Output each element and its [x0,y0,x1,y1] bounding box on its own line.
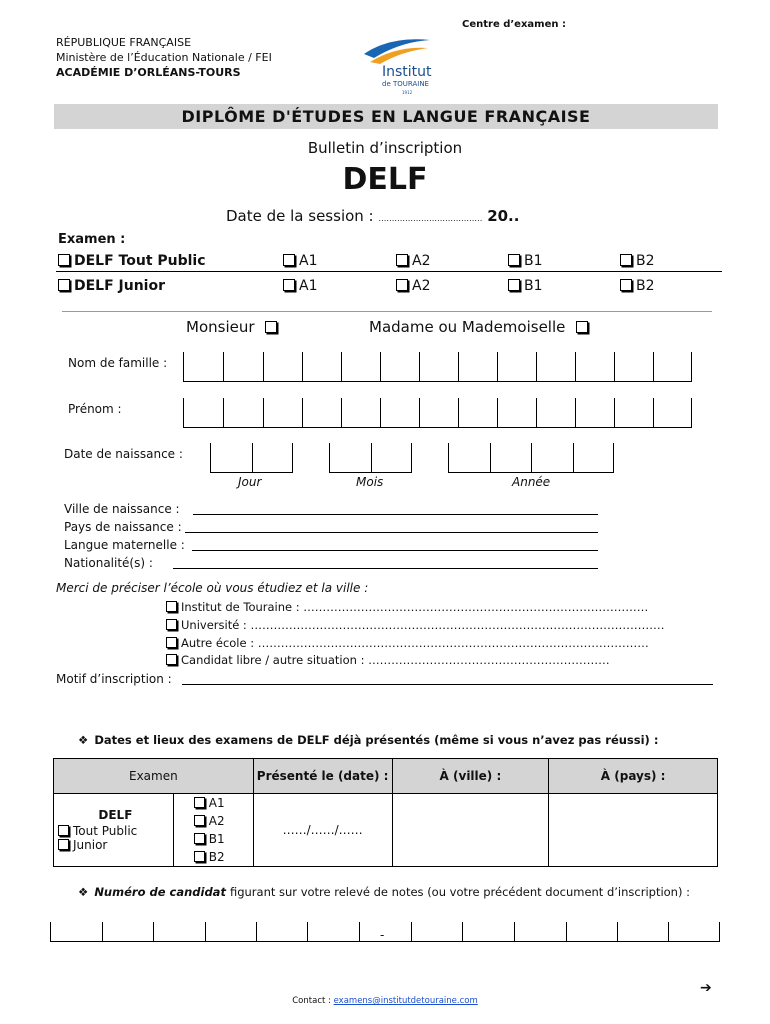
level-label: B2 [636,278,655,294]
exam-tout-public[interactable] [58,253,206,269]
school-option-libre[interactable] [166,653,610,667]
day-label: Jour [238,475,262,489]
subtitle: Bulletin d’inscription [307,139,463,157]
candidate-heading [78,884,716,901]
checkbox-icon[interactable] [58,279,70,291]
logo-text-touraine: de TOURAINE [382,80,429,88]
exam-label: Examen : [58,232,126,247]
republic-label: RÉPUBLIQUE FRANÇAISE [56,36,192,49]
institut-logo [360,34,440,96]
civility-mr[interactable] [186,318,281,336]
level-label: B2 [636,253,655,269]
checkbox-icon[interactable] [194,851,205,862]
exam-junior[interactable] [58,278,165,294]
school-prompt: Merci de préciser l’école où vous étudiez et la ville : [56,581,369,595]
level-label: A2 [412,278,431,294]
candidate-label-rest: figurant sur votre relevé de notes (ou votre précédent document d’inscription) : [229,885,690,899]
school-option-universite[interactable] [166,618,664,632]
birth-month-boxes[interactable] [329,443,412,473]
col-examen: Examen [54,759,254,794]
level-label: A2 [412,253,431,269]
motive-line[interactable] [182,684,713,685]
school-option-label: Candidat libre / autre situation : ……………………………………………………… [181,653,610,667]
pays-cell[interactable] [549,794,718,867]
page-title: DIPLÔME D'ÉTUDES EN LANGUE FRANÇAISE [181,107,591,126]
year-label: Année [512,475,551,489]
footer-contact [0,996,770,1006]
session-dots[interactable]: ………………………………… [378,214,483,223]
birth-year-boxes[interactable] [448,443,614,473]
col-date: Présenté le (date) : [253,759,392,794]
level-label: B1 [208,832,225,846]
level-label: A2 [208,814,225,828]
month-label: Mois [356,475,384,489]
birth-date-label: Date de naissance : [64,447,183,461]
delf-cell-title: DELF [98,808,133,822]
level-label: B1 [524,253,543,269]
checkbox-icon[interactable] [166,654,177,665]
checkbox-icon[interactable] [396,279,408,291]
prev-b2[interactable] [194,848,253,866]
col-ville: À (ville) : [392,759,549,794]
title-banner [54,104,718,129]
level-label: A1 [208,796,225,810]
birth-day-boxes[interactable] [210,443,293,473]
birth-city-line[interactable] [193,514,598,515]
first-name-label: Prénom : [68,402,122,416]
first-name-boxes[interactable] [183,398,692,428]
school-option-label: Autre école : ………………………………………………………………………………………… [181,636,649,650]
checkbox-icon[interactable] [58,825,69,836]
checkbox-icon[interactable] [620,254,632,266]
checkbox-icon[interactable] [283,279,295,291]
checkbox-icon[interactable] [166,619,177,630]
divider [62,311,712,312]
school-option-institut[interactable] [166,600,648,614]
jr-b2[interactable] [620,278,655,294]
checkbox-icon[interactable] [166,601,177,612]
prev-junior-label: Junior [73,838,108,852]
prev-a1[interactable] [194,794,253,812]
checkbox-icon[interactable] [58,254,70,266]
candidate-number-boxes[interactable] [50,922,720,942]
logo-text-institut: Institut [382,64,432,80]
checkbox-icon[interactable] [58,839,69,850]
jr-a2[interactable] [396,278,430,294]
level-label: A1 [299,253,318,269]
candidate-label-italic: Numéro de candidat [94,885,226,899]
birth-country-line[interactable] [185,532,598,533]
session-label: Date de la session : [226,207,374,225]
delf-cell [54,794,174,867]
table-row [54,794,718,867]
prev-tout-public-label: Tout Public [73,824,138,838]
birth-country-label: Pays de naissance : [64,520,182,534]
school-option-autre[interactable] [166,636,649,650]
nationality-label: Nationalité(s) : [64,556,153,570]
tp-a1[interactable] [283,253,317,269]
last-name-boxes[interactable] [183,352,692,382]
date-cell[interactable]: ……/……/…… [253,794,392,867]
nationality-line[interactable] [173,568,598,569]
candidate-dash: - [380,928,385,942]
last-name-label: Nom de famille : [68,356,168,370]
civility-mrs[interactable] [369,318,592,336]
academy-label: ACADÉMIE D’ORLÉANS-TOURS [56,66,241,79]
divider [56,271,722,272]
delf-title: DELF [342,162,428,197]
col-pays: À (pays) : [549,759,718,794]
previous-heading-text: Dates et lieux des examens de DELF déjà présentés (même si vous n’avez pas réussi) : [94,733,659,747]
prev-tout-public[interactable] [58,824,173,838]
centre-label: Centre d’examen : [462,19,566,30]
checkbox-icon[interactable] [194,833,205,844]
jr-a1[interactable] [283,278,317,294]
logo-text-year: 1912 [402,90,413,95]
prev-a2[interactable] [194,812,253,830]
checkbox-icon[interactable] [620,279,632,291]
session-year: 20.. [487,207,520,225]
ministry-label: Ministère de l’Éducation Nationale / FEI [56,51,272,64]
checkbox-icon[interactable] [508,279,520,291]
previous-exams-table [53,758,718,867]
previous-heading [78,733,658,747]
school-option-label: Institut de Touraine : ……………………………………………………………………………… [181,600,649,614]
checkbox-icon[interactable] [265,321,277,333]
level-label: A1 [299,278,318,294]
checkbox-icon[interactable] [194,797,205,808]
prev-junior[interactable] [58,838,173,852]
checkbox-icon[interactable] [396,254,408,266]
table-header-row [54,759,718,794]
level-label: B2 [208,850,225,864]
contact-label: Contact : [292,996,331,1006]
exam-junior-label: DELF Junior [74,278,166,294]
checkbox-icon[interactable] [576,321,588,333]
diamond-bullet-icon: ❖ [78,885,89,899]
ville-cell[interactable] [392,794,549,867]
levels-cell [173,794,253,867]
session-row [226,207,519,225]
checkbox-icon[interactable] [166,637,177,648]
tp-a2[interactable] [396,253,430,269]
civility-mrs-label: Madame ou Mademoiselle [369,318,566,336]
contact-email-link[interactable]: examens@institutdetouraine.com [333,996,478,1006]
checkbox-icon[interactable] [283,254,295,266]
tp-b2[interactable] [620,253,655,269]
tp-b1[interactable] [508,253,543,269]
motive-label: Motif d’inscription : [56,672,172,686]
birth-city-label: Ville de naissance : [64,502,180,516]
checkbox-icon[interactable] [194,815,205,826]
civility-mr-label: Monsieur [186,318,255,336]
mother-tongue-label: Langue maternelle : [64,538,185,552]
level-label: B1 [524,278,543,294]
exam-tout-public-label: DELF Tout Public [74,253,206,269]
prev-b1[interactable] [194,830,253,848]
jr-b1[interactable] [508,278,543,294]
checkbox-icon[interactable] [508,254,520,266]
school-option-label: Université : ……………………………………………………………………………………………… [181,618,665,632]
next-arrow-icon[interactable]: ➔ [700,980,712,996]
diamond-bullet-icon: ❖ [78,733,89,747]
mother-tongue-line[interactable] [192,550,598,551]
